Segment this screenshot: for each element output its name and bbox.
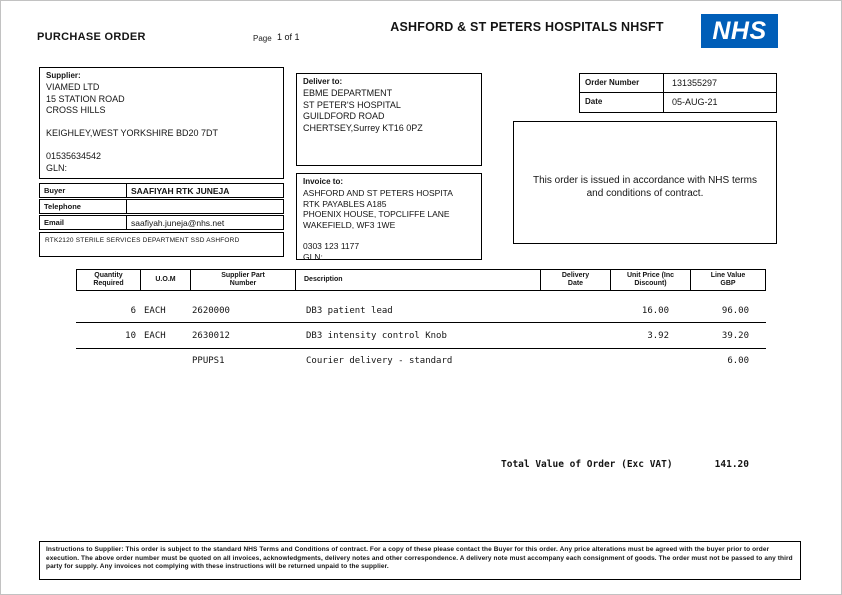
item-delivery-date [541, 331, 611, 341]
items-table-header [76, 269, 766, 291]
deliver-to-box [296, 73, 482, 166]
item-line-value: 39.20 [721, 331, 749, 341]
item-unit-price: 16.00 [641, 306, 669, 316]
invoice-to-phone: 0303 123 1177 [303, 240, 360, 251]
supplier-instructions-box [39, 541, 801, 580]
order-date-row [579, 93, 777, 113]
col-header-quantity: Quantity Required [76, 269, 141, 291]
invoice-to-spacer [303, 230, 475, 241]
email-value: saafiyah.juneja@nhs.net [127, 215, 284, 230]
supplier-address-line: CROSS HILLS [46, 105, 106, 115]
document-title: PURCHASE ORDER [37, 31, 146, 43]
hospital-name: ASHFORD & ST PETERS HOSPITALS NHSFT [390, 20, 664, 34]
telephone-value [127, 199, 284, 214]
col-header-line-value: Line Value GBP [691, 269, 766, 291]
order-number-row [579, 73, 777, 93]
item-line-value: 6.00 [727, 356, 749, 366]
order-date-label: Date [579, 93, 664, 113]
item-row [76, 349, 766, 370]
order-number-value: 131355297 [664, 73, 777, 93]
col-header-part-number: Supplier Part Number [191, 269, 296, 291]
item-uom: EACH [144, 306, 166, 316]
deliver-to-label: Deliver to: [303, 77, 343, 86]
telephone-row [39, 199, 284, 214]
nhs-logo: NHS [701, 14, 778, 48]
order-info-table [579, 73, 777, 113]
item-part-number: 2620000 [192, 306, 230, 316]
invoice-to-line: ASHFORD AND ST PETERS HOSPITA [303, 188, 453, 198]
page-number: 1 of 1 [277, 32, 300, 42]
buyer-row [39, 183, 284, 198]
item-qty [76, 356, 141, 366]
item-part-number: PPUPS1 [192, 356, 225, 366]
supplier-instructions: Instructions to Supplier: This order is subject to the standard NHS Terms and Conditions of contract. For a copy of these please contact the Buyer for this order. Any price alterations must be agreed with the buyer prior to order execution. The above order number must be quoted on all invoices, acknowledgments, delivery notes and other correspondence. A delivery note must accompany each consignment of goods. The order must not be passed to any third party for supply. Any invoices not complying with these instructions will be returned unpaid to the supplier. [46, 546, 793, 571]
supplier-address-spacer [46, 117, 277, 129]
deliver-to-line: GUILDFORD ROAD [303, 111, 385, 121]
deliver-to-line: CHERTSEY,Surrey KT16 0PZ [303, 122, 423, 133]
items-table-body [76, 291, 766, 370]
buyer-value: SAAFIYAH RTK JUNEJA [127, 183, 284, 198]
item-delivery-date [541, 306, 611, 316]
deliver-to-line: EBME DEPARTMENT [303, 88, 393, 98]
supplier-box [39, 67, 284, 179]
item-qty: 6 [130, 306, 136, 316]
item-uom: EACH [144, 331, 166, 341]
terms-statement: This order is issued in accordance with NHS terms and conditions of contract. [533, 175, 757, 199]
order-number-label: Order Number [579, 73, 664, 93]
item-part-number: 2630012 [192, 331, 230, 341]
item-unit-price: 3.92 [647, 331, 669, 341]
invoice-to-line: WAKEFIELD, WF3 1WE [303, 219, 396, 230]
item-delivery-date [541, 356, 611, 366]
supplier-address-spacer [46, 140, 277, 152]
supplier-address-line: 15 STATION ROAD [46, 93, 125, 104]
terms-box [513, 121, 777, 244]
order-date-value: 05-AUG-21 [664, 93, 777, 113]
supplier-phone: 01535634542 [46, 151, 102, 161]
telephone-label: Telephone [39, 199, 127, 214]
order-total-label: Total Value of Order (Exc VAT) [501, 459, 673, 470]
invoice-to-line: PHOENIX HOUSE, TOPCLIFFE LANE [303, 209, 450, 220]
item-description: DB3 intensity control Knob [306, 331, 447, 341]
page-label: Page [253, 34, 272, 43]
item-line-value: 96.00 [721, 306, 749, 316]
email-label: Email [39, 215, 127, 230]
item-row [76, 323, 766, 349]
invoice-to-box [296, 173, 482, 260]
order-total [501, 459, 749, 470]
supplier-label: Supplier: [46, 71, 81, 80]
buyer-label: Buyer [39, 183, 127, 198]
col-header-unit-price: Unit Price (Inc Discount) [611, 269, 691, 291]
col-header-uom: U.O.M [141, 269, 191, 291]
item-unit-price [611, 356, 691, 366]
col-header-delivery-date: Delivery Date [541, 269, 611, 291]
supplier-gln-label: GLN: [46, 162, 68, 173]
item-description: Courier delivery - standard [306, 356, 453, 366]
item-uom [141, 356, 191, 366]
supplier-address-line: KEIGHLEY,WEST YORKSHIRE BD20 7DT [46, 128, 219, 138]
department-code: RTK2120 STERILE SERVICES DEPARTMENT SSD ASHFORD [39, 232, 284, 257]
item-qty: 10 [125, 331, 136, 341]
invoice-to-gln-label: GLN: [303, 251, 323, 262]
item-description: DB3 patient lead [306, 306, 393, 316]
item-row [76, 291, 766, 323]
email-row [39, 215, 284, 230]
invoice-to-line: RTK PAYABLES A185 [303, 198, 387, 209]
order-total-value: 141.20 [714, 459, 749, 470]
supplier-name: VIAMED LTD [46, 82, 100, 92]
col-header-description: Description [296, 269, 541, 291]
deliver-to-line: ST PETER'S HOSPITAL [303, 99, 401, 110]
invoice-to-label: Invoice to: [303, 177, 344, 186]
